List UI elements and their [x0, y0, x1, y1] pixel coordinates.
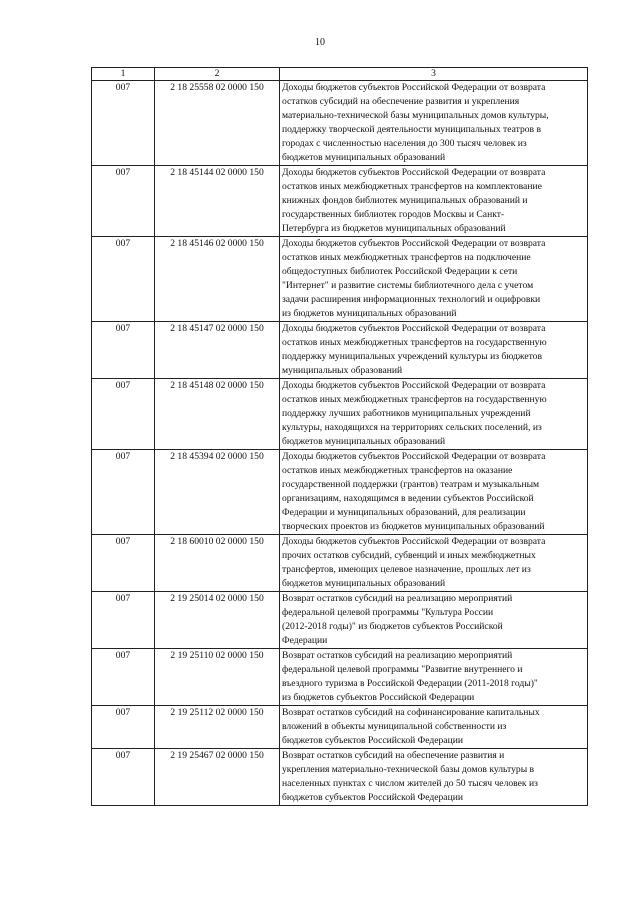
- description-line: муниципальных образований: [282, 365, 403, 376]
- budget-classification-code-cell: 2 18 45148 02 0000 150: [155, 379, 280, 450]
- description-line: Федерации: [282, 635, 328, 646]
- description-line: остатков иных межбюджетных трансфертов на государственную: [282, 394, 547, 405]
- revenue-description-cell: [280, 322, 588, 379]
- description-line: Доходы бюджетов субъектов Российской Федерации от возврата: [282, 323, 546, 334]
- column-header-2: 2: [155, 68, 280, 81]
- description-line: поддержку муниципальных учреждений культуры из бюджетов: [282, 351, 543, 362]
- revenue-description-cell: [280, 535, 588, 592]
- revenue-description-cell: [280, 166, 588, 237]
- admin-code-cell: 007: [92, 706, 155, 749]
- description-line: остатков иных межбюджетных трансфертов на оказание: [282, 465, 513, 476]
- description-line: Доходы бюджетов субъектов Российской Федерации от возврата: [282, 82, 546, 93]
- admin-code-cell: 007: [92, 322, 155, 379]
- description-line: Возврат остатков субсидий на реализацию мероприятий: [282, 650, 513, 661]
- table-row: [92, 81, 588, 166]
- description-line: из бюджетов муниципальных образований: [282, 308, 457, 319]
- description-line: остатков иных межбюджетных трансфертов на комплектование: [282, 181, 542, 192]
- admin-code-cell: 007: [92, 749, 155, 806]
- budget-classification-code-cell: 2 19 25014 02 0000 150: [155, 592, 280, 649]
- budget-classification-code-cell: 2 18 60010 02 0000 150: [155, 535, 280, 592]
- description-line: поддержку творческой деятельности муниципальных театров в: [282, 124, 541, 135]
- admin-code-cell: 007: [92, 592, 155, 649]
- column-header-1: 1: [92, 68, 155, 81]
- revenue-description-cell: [280, 237, 588, 322]
- budget-classification-code-cell: 2 19 25110 02 0000 150: [155, 649, 280, 706]
- description-line: поддержку лучших работников муниципальных учреждений: [282, 408, 531, 419]
- description-line: прочих остатков субсидий, субвенций и иных межбюджетных: [282, 550, 536, 561]
- description-line: бюджетов муниципальных образований: [282, 578, 446, 589]
- admin-code-cell: 007: [92, 535, 155, 592]
- budget-classification-code-cell: 2 19 25467 02 0000 150: [155, 749, 280, 806]
- description-line: Федерации и муниципальных образований, для реализации: [282, 507, 526, 518]
- admin-code-cell: 007: [92, 237, 155, 322]
- admin-code-cell: 007: [92, 649, 155, 706]
- table-row: [92, 706, 588, 749]
- description-line: федеральной целевой программы "Развитие внутреннего и: [282, 664, 523, 675]
- budget-classification-code-cell: 2 19 25112 02 0000 150: [155, 706, 280, 749]
- description-line: книжных фондов библиотек муниципальных образований и: [282, 195, 528, 206]
- budget-classification-code-cell: 2 18 45394 02 0000 150: [155, 450, 280, 535]
- page-number: 10: [315, 37, 325, 48]
- description-line: населенных пунктах с числом жителей до 50 тысяч человек из: [282, 778, 538, 789]
- table-row: [92, 237, 588, 322]
- description-line: городах с численностью населения до 300 тысяч человек из: [282, 138, 527, 149]
- description-line: государственной поддержки (грантов) театрам и музыкальным: [282, 479, 540, 490]
- description-line: бюджетов муниципальных образований: [282, 152, 446, 163]
- description-line: въездного туризма в Российской Федерации (2011-2018 годы)": [282, 678, 538, 689]
- description-line: Доходы бюджетов субъектов Российской Федерации от возврата: [282, 451, 546, 462]
- description-line: федеральной целевой программы "Культура России: [282, 607, 494, 618]
- description-line: бюджетов муниципальных образований: [282, 436, 446, 447]
- description-line: материально-технической базы муниципальных домов культуры,: [282, 110, 549, 121]
- table-row: [92, 166, 588, 237]
- description-line: бюджетов субъектов Российской Федерации: [282, 792, 463, 803]
- description-line: укрепления материально-технической базы домов культуры в: [282, 764, 535, 775]
- description-line: государственных библиотек городов Москвы и Санкт-: [282, 209, 505, 220]
- description-line: задачи расширения информационных технологий и оцифровки: [282, 294, 541, 305]
- budget-classification-code-cell: 2 18 45147 02 0000 150: [155, 322, 280, 379]
- description-line: Возврат остатков субсидий на софинансирование капитальных: [282, 707, 540, 718]
- table-row: [92, 322, 588, 379]
- description-line: бюджетов субъектов Российской Федерации: [282, 735, 463, 746]
- admin-code-cell: 007: [92, 450, 155, 535]
- description-line: остатков иных межбюджетных трансфертов на государственную: [282, 337, 547, 348]
- description-line: "Интернет" и развитие системы библиотечного дела с учетом: [282, 280, 534, 291]
- budget-classification-code-cell: 2 18 45146 02 0000 150: [155, 237, 280, 322]
- description-line: Доходы бюджетов субъектов Российской Федерации от возврата: [282, 536, 546, 547]
- revenue-description-cell: [280, 592, 588, 649]
- description-line: организациям, находящимся в ведении субъектов Российской: [282, 493, 534, 504]
- description-line: Возврат остатков субсидий на обеспечение развития и: [282, 750, 505, 761]
- revenue-description-cell: [280, 379, 588, 450]
- description-line: Доходы бюджетов субъектов Российской Федерации от возврата: [282, 380, 546, 391]
- admin-code-cell: 007: [92, 379, 155, 450]
- description-line: остатков иных межбюджетных трансфертов на подключение: [282, 252, 531, 263]
- description-line: остатков субсидий на обеспечение развития и укрепления: [282, 96, 520, 107]
- description-line: из бюджетов субъектов Российской Федерации: [282, 692, 475, 703]
- admin-code-cell: 007: [92, 81, 155, 166]
- column-header-3: 3: [280, 68, 588, 81]
- revenue-description-cell: [280, 81, 588, 166]
- description-line: творческих проектов из бюджетов муниципальных образований: [282, 521, 545, 532]
- budget-codes-table: [91, 67, 588, 806]
- revenue-description-cell: [280, 749, 588, 806]
- description-line: Доходы бюджетов субъектов Российской Федерации от возврата: [282, 167, 546, 178]
- revenue-description-cell: [280, 706, 588, 749]
- table-row: [92, 649, 588, 706]
- revenue-description-cell: [280, 649, 588, 706]
- description-line: Возврат остатков субсидий на реализацию мероприятий: [282, 593, 513, 604]
- table-row: [92, 379, 588, 450]
- description-line: Петербурга из бюджетов муниципальных образований: [282, 223, 506, 234]
- table-row: [92, 749, 588, 806]
- table-row: [92, 450, 588, 535]
- description-line: Доходы бюджетов субъектов Российской Федерации от возврата: [282, 238, 546, 249]
- admin-code-cell: 007: [92, 166, 155, 237]
- description-line: культуры, находящихся на территориях сельских поселений, из: [282, 422, 542, 433]
- revenue-description-cell: [280, 450, 588, 535]
- budget-classification-code-cell: 2 18 45144 02 0000 150: [155, 166, 280, 237]
- budget-classification-code-cell: 2 18 25558 02 0000 150: [155, 81, 280, 166]
- description-line: вложений в объекты муниципальной собственности из: [282, 721, 507, 732]
- description-line: (2012-2018 годы)" из бюджетов субъектов Российской: [282, 621, 503, 632]
- table-header-row: [92, 68, 588, 81]
- table-body: [92, 81, 588, 806]
- description-line: трансфертов, имеющих целевое назначение, прошлых лет из: [282, 564, 531, 575]
- description-line: общедоступных библиотек Российской Федерации к сети: [282, 266, 518, 277]
- table-row: [92, 592, 588, 649]
- table-row: [92, 535, 588, 592]
